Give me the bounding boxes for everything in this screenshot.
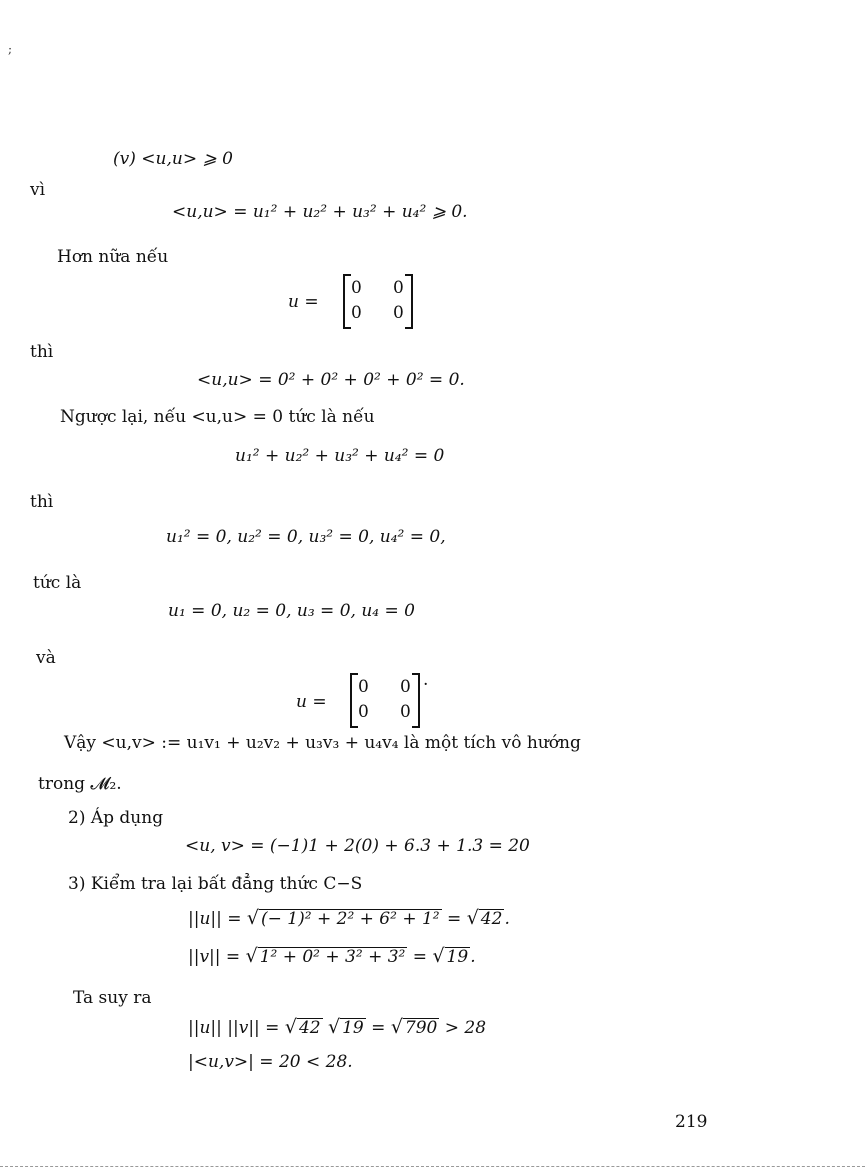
text-vi: vì xyxy=(30,180,46,200)
matrix1-cell: 0 xyxy=(393,278,404,298)
text-va: và xyxy=(36,648,56,668)
text-thi-1: thì xyxy=(30,342,54,362)
norm-v-eq: = xyxy=(407,947,433,967)
u-eq-label-1: u = xyxy=(288,292,319,312)
heading-kiem-tra: 3) Kiểm tra lại bất đẳng thức C−S xyxy=(68,874,363,894)
eq-norm-product xyxy=(188,1017,486,1038)
matrix2-cell: 0 xyxy=(400,702,411,722)
sqrt-icon: √ xyxy=(466,907,479,929)
matrix1-cell: 0 xyxy=(393,303,404,323)
page-number: 219 xyxy=(675,1112,708,1132)
norm-u-radicand: (− 1)² + 2² + 6² + 1² xyxy=(261,909,440,929)
prod-tail: > 28 xyxy=(439,1018,487,1038)
prod-root-2: 19 xyxy=(342,1018,364,1038)
zero-matrix-1 xyxy=(343,274,413,329)
sqrt-icon: √ xyxy=(284,1016,297,1038)
norm-v-lhs: ||v|| = xyxy=(188,947,246,967)
item-v: (v) <u,u> ⩾ 0 xyxy=(113,149,233,169)
sqrt-icon: √ xyxy=(245,945,258,967)
sqrt-icon: √ xyxy=(246,907,260,929)
matrix1-cell: 0 xyxy=(351,303,362,323)
text-vay: Vậy <u,v> := u₁v₁ + u₂v₂ + u₃v₃ + u₄v₄ là một tích vô hướng xyxy=(64,733,581,753)
matrix2-cell: 0 xyxy=(400,677,411,697)
prod-root-3: 790 xyxy=(404,1018,438,1038)
text-thi-2: thì xyxy=(30,492,54,512)
eq-sum-squares-zero: u₁² + u₂² + u₃² + u₄² = 0 xyxy=(235,446,445,466)
norm-u-eq: = xyxy=(441,909,467,929)
matrix2-cell: 0 xyxy=(358,702,369,722)
prod-lhs: ||u|| ||v|| = xyxy=(188,1018,285,1038)
eq-inner-product: <u, v> = (−1)1 + 2(0) + 6.3 + 1.3 = 20 xyxy=(185,836,530,856)
matrix2-period: . xyxy=(423,670,429,690)
text-tuc-la: tức là xyxy=(33,573,82,593)
text-trong: trong 𝓜₂. xyxy=(38,774,122,794)
scan-edge-divider xyxy=(0,1166,865,1167)
eq-each-square: u₁² = 0, u₂² = 0, u₃² = 0, u₄² = 0, xyxy=(166,527,446,547)
heading-ap-dung: 2) Áp dụng xyxy=(68,808,164,828)
matrix1-cell: 0 xyxy=(351,278,362,298)
sqrt-icon: √ xyxy=(390,1016,403,1038)
sqrt-icon: √ xyxy=(432,945,445,967)
text-hon-nua: Hơn nữa nếu xyxy=(57,247,169,267)
eq-norm-v: ||v|| = √ 1² + 0² + 3² + 3² = √ 19 . xyxy=(188,945,476,967)
norm-u-result: 42 xyxy=(480,909,503,929)
eq-zero-squares: <u,u> = 0² + 0² + 0² + 0² = 0. xyxy=(197,370,465,390)
norm-u-lhs: ||u|| = xyxy=(188,909,247,929)
eq-each-component: u₁ = 0, u₂ = 0, u₃ = 0, u₄ = 0 xyxy=(168,601,415,621)
prod-root-1: 42 xyxy=(298,1018,321,1038)
text-ta-suy-ra: Ta suy ra xyxy=(73,988,152,1008)
matrix2-cell: 0 xyxy=(358,677,369,697)
norm-v-radicand: 1² + 0² + 3² + 3² xyxy=(259,947,406,967)
u-eq-label-2: u = xyxy=(296,692,327,712)
margin-mark: ; xyxy=(8,42,13,56)
norm-v-result: 19 xyxy=(446,947,469,967)
eq-abs-inner-product: |<u,v>| = 20 < 28. xyxy=(188,1052,353,1072)
eq-norm-u: ||u|| = √ (− 1)² + 2² + 6² + 1² = √ 42 . xyxy=(188,907,510,929)
sqrt-icon: √ xyxy=(328,1016,341,1038)
eq-uu-sum: <u,u> = u₁² + u₂² + u₃² + u₄² ⩾ 0. xyxy=(172,202,468,222)
zero-matrix-2 xyxy=(350,673,420,728)
prod-eq: = xyxy=(365,1018,391,1038)
text-nguoc-lai: Ngược lại, nếu <u,u> = 0 tức là nếu xyxy=(60,407,375,427)
